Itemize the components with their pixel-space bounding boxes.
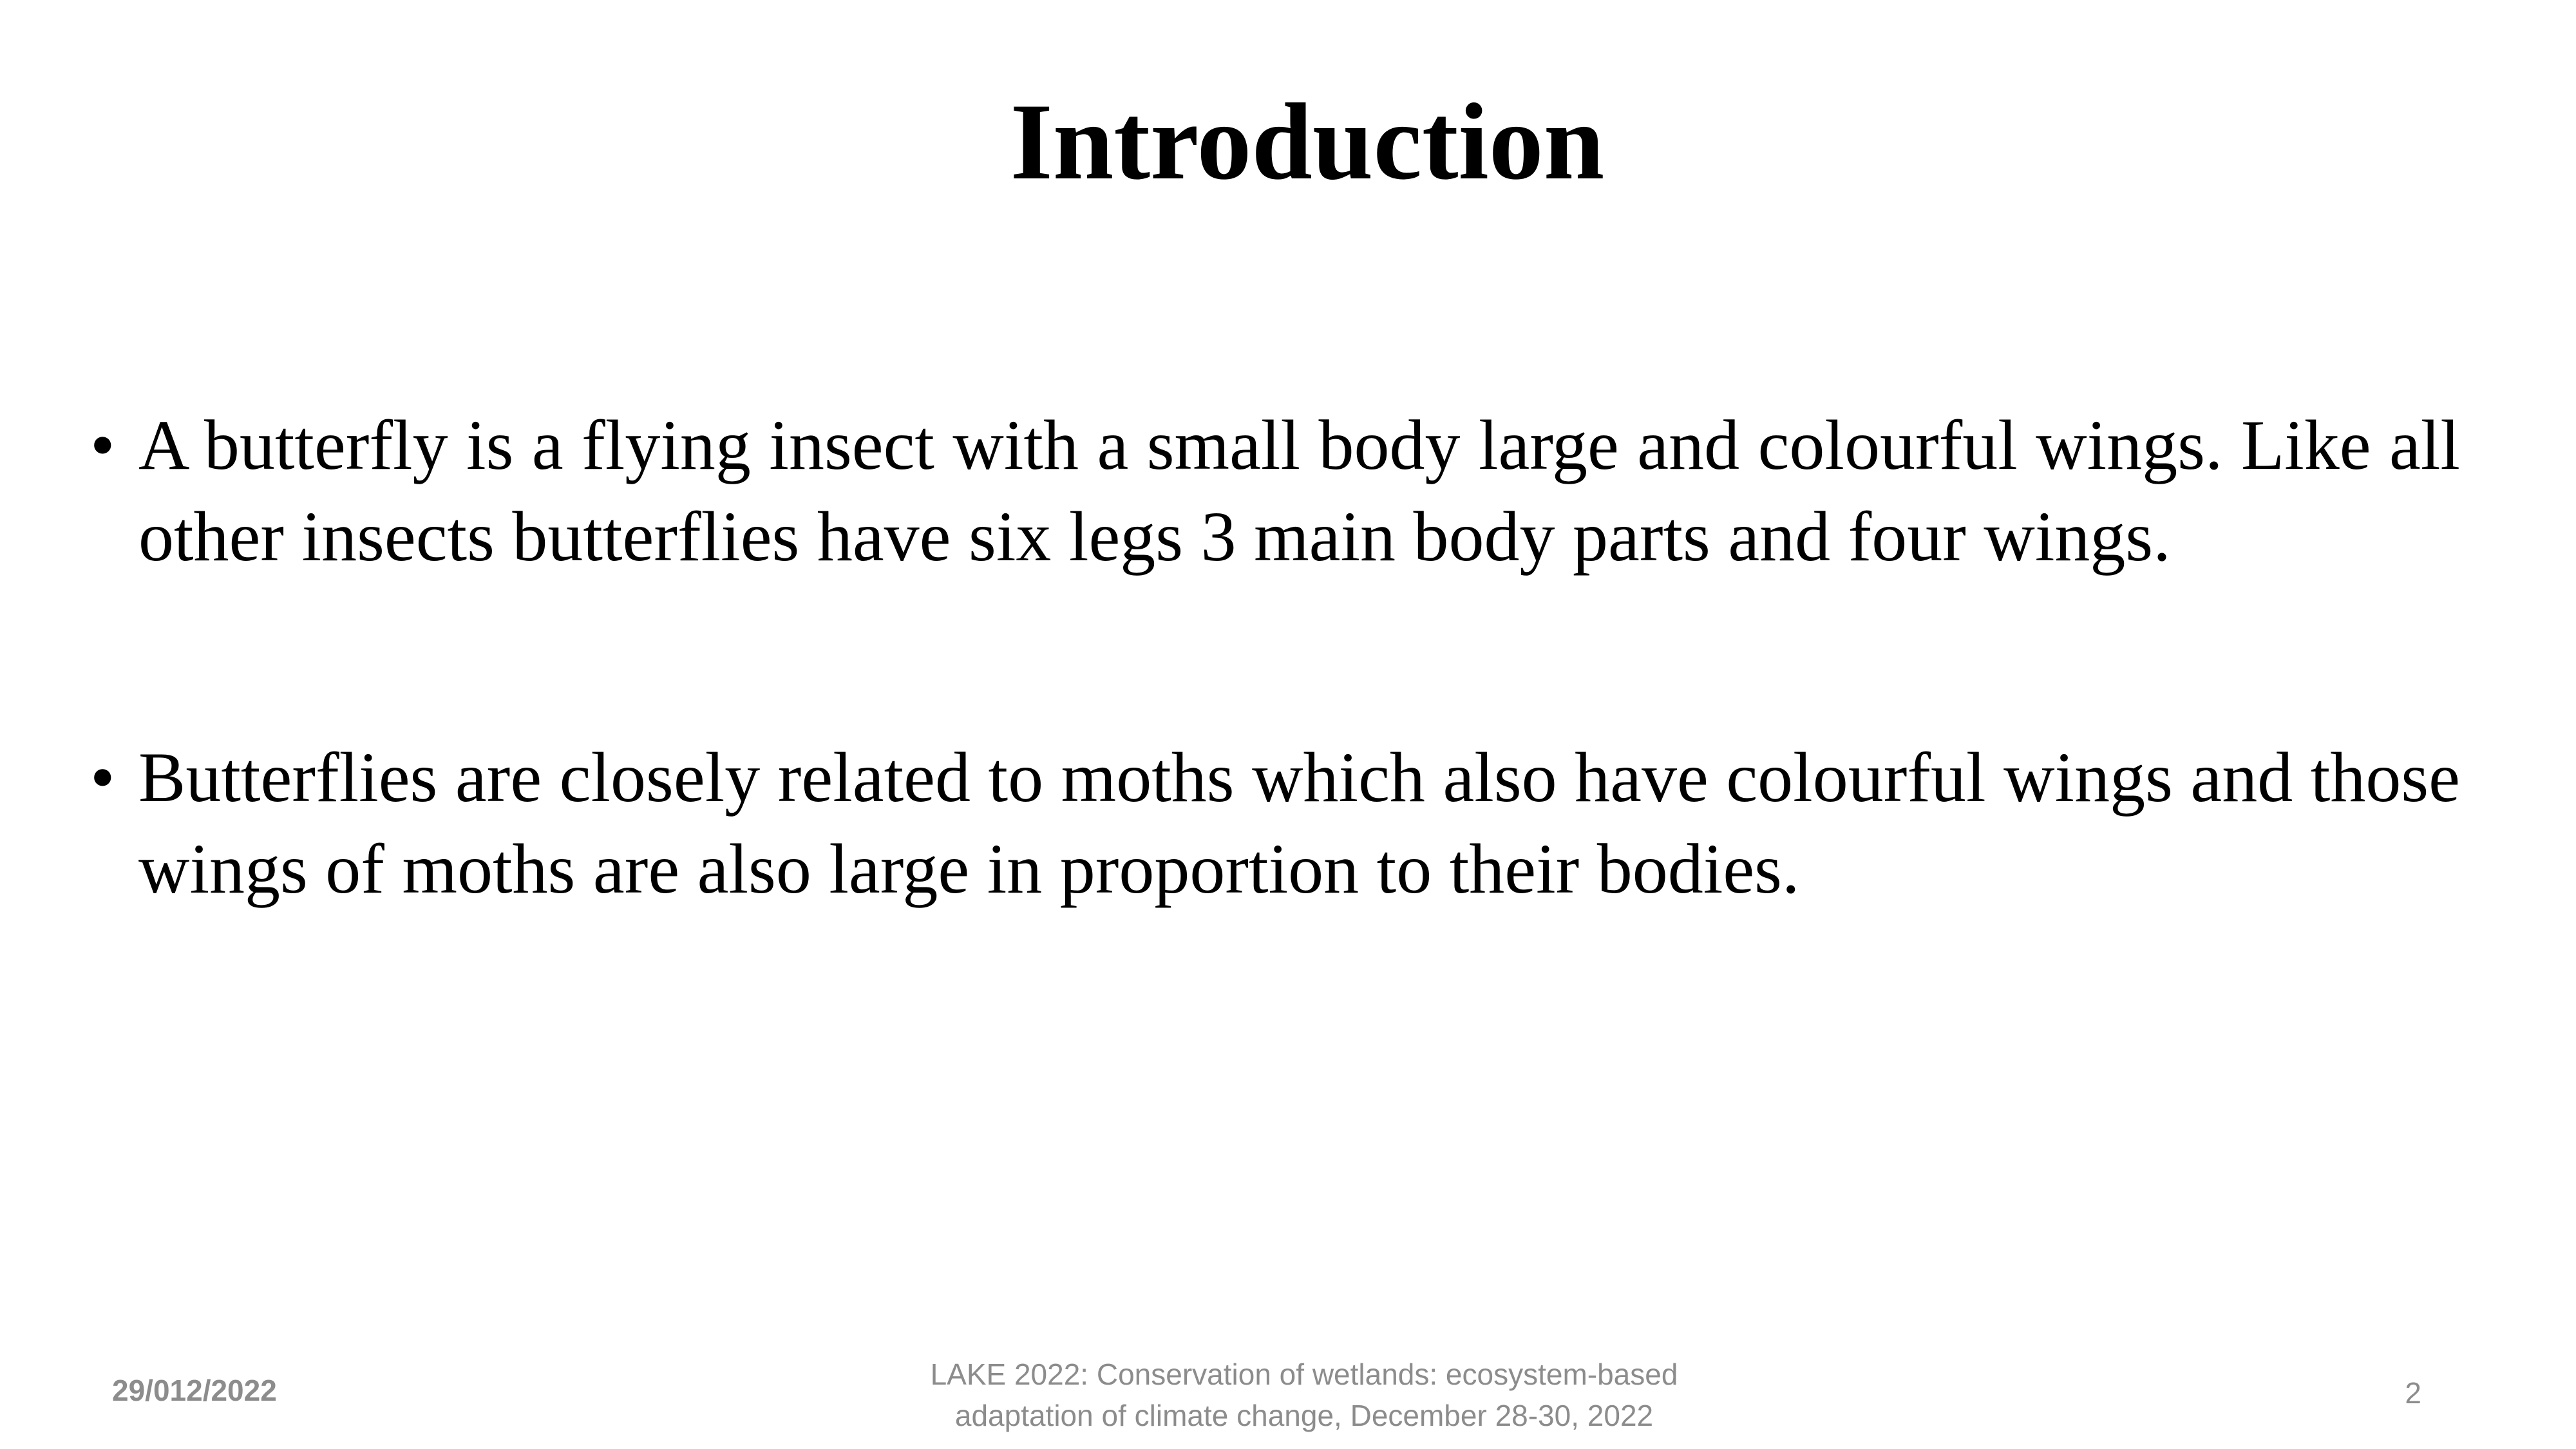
- bullet-item: [90, 399, 2460, 582]
- bullet-text: A butterfly is a flying insect with a small body large and colourful wings. Like all other insects butterflies have six legs 3 main body parts and four wings.: [138, 406, 2460, 576]
- footer-date: 29/012/2022: [112, 1374, 277, 1407]
- slide-content: [90, 399, 2460, 914]
- bullet-marker: •: [90, 406, 115, 484]
- footer-conference: [837, 1354, 1771, 1436]
- footer-conference-line: adaptation of climate change, December 28-30, 2022: [954, 1399, 1654, 1432]
- bullet-marker: •: [90, 738, 115, 817]
- footer-conference-line: LAKE 2022: Conservation of wetlands: ecosystem-based: [930, 1358, 1678, 1391]
- bullet-text: Butterflies are closely related to moths which also have colourful wings and those wings of moths are also large in proportion to their bodies.: [138, 738, 2460, 908]
- page-number: 2: [2405, 1376, 2421, 1410]
- slide-title: Introduction: [1010, 81, 1605, 202]
- bullet-item: [90, 732, 2460, 914]
